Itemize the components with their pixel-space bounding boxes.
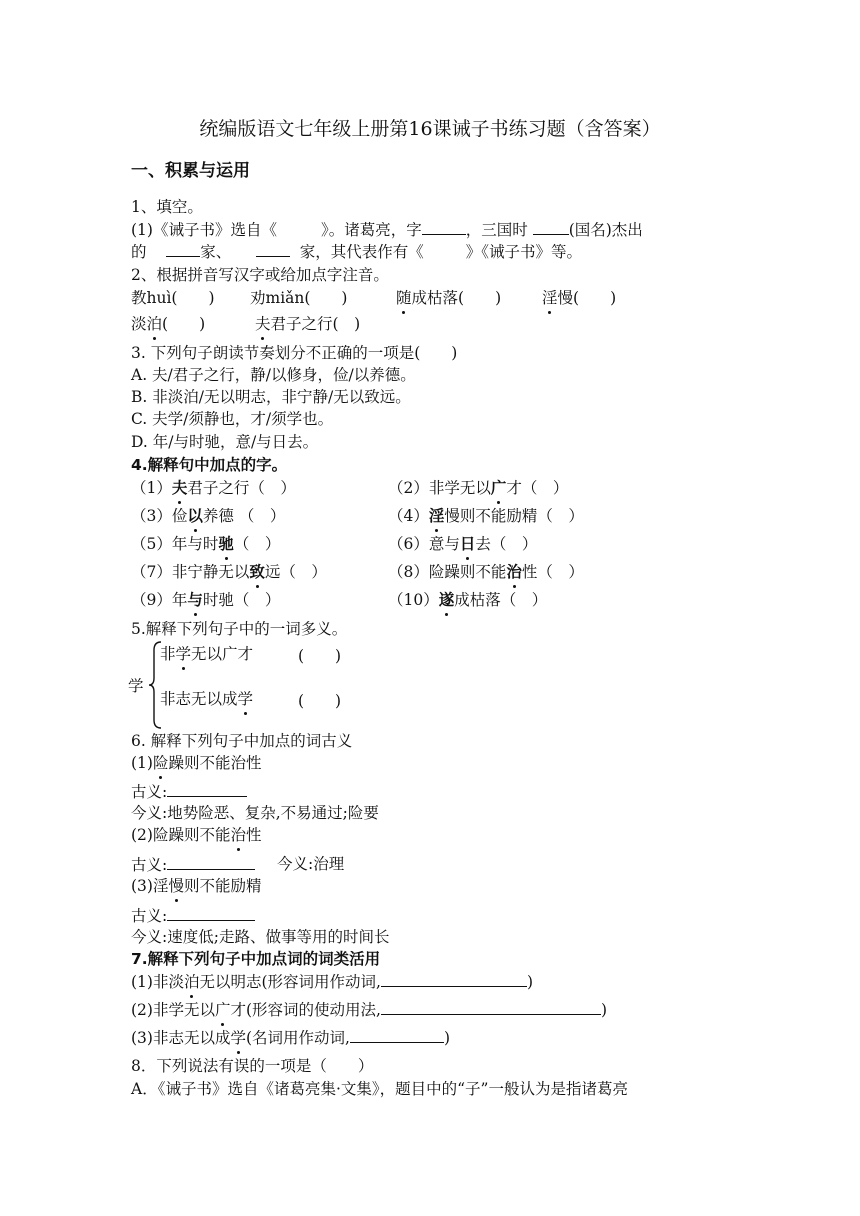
page-title: 统编版语文七年级上册第16课诫子书练习题（含答案） bbox=[199, 118, 661, 140]
question-1-title: 1、填空。 bbox=[131, 198, 203, 216]
polysemy-sentence-1: 非学无以广才 bbox=[160, 645, 254, 663]
q7-sentence-1: (1)非淡泊无以明志(形容词用作动词, ) bbox=[131, 970, 533, 993]
question-8-title: 8．下列说法有误的一项是（ ） bbox=[131, 1057, 374, 1075]
question-1-line-1: (1)《诫子书》选自《 》。诸葛亮，字 ，三国时 (国名)杰出 bbox=[131, 218, 643, 241]
q6-ancient-3: 古义: bbox=[131, 904, 255, 927]
question-2-title: 2、根据拼音写汉字或给加点字注音。 bbox=[131, 266, 389, 284]
q4-item: （3）俭以养德 （ ） bbox=[131, 507, 286, 525]
q6-sentence-3: (3)淫慢则不能励精 bbox=[131, 877, 262, 895]
q4-item: （2）非学无以广才（ ） bbox=[388, 479, 569, 497]
blank bbox=[166, 240, 200, 257]
q6-ancient-1: 古义: bbox=[131, 780, 247, 803]
blank bbox=[422, 218, 466, 235]
polysemy-sentence-2: 非志无以成学 bbox=[160, 690, 254, 708]
answer-blank[interactable] bbox=[167, 780, 247, 797]
q7-sentence-3: (3)非志无以成学(名词用作动词, ) bbox=[131, 1026, 450, 1049]
question-4-title: 4.解释句中加点的字。 bbox=[131, 456, 288, 474]
answer-blank[interactable] bbox=[381, 998, 601, 1015]
answer-blank[interactable] bbox=[350, 1026, 444, 1043]
option-d: D. 年/与时驰，意/与日去。 bbox=[131, 433, 319, 451]
answer-paren[interactable]: ( ) bbox=[298, 647, 342, 665]
question-6-title: 6. 解释下列句子中加点的词古义 bbox=[131, 732, 353, 750]
question-5-title: 5.解释下列句子中的一词多义。 bbox=[131, 620, 348, 638]
q6-sentence-2: (2)险躁则不能治性 bbox=[131, 826, 262, 844]
document-page: 统编版语文七年级上册第16课诫子书练习题（含答案） 一、积累与运用 1、填空。 (1)《诫子书》选自《 》。诸葛亮，字 ，三国时 (国名)杰出 的 家、 家，其代表作有《 》《诫子书》等。 2、根据拼音写汉字或给加点字注音。 教huì( ) 劝miǎn( ) 随成枯落( ) 淫慢( ) 淡泊( ) 夫君子之行( ) 3. 下列句子朗读节奏划分不正确的一项是( ) A. 夫/君子之行，静/以修身，俭/以养德。 B. 非淡泊/无以明志，非宁静/无以致远。 C. 夫学/须静也，才/须学也。 D. 年/与时驰，意/与日去。 4.解释句中加点的字。 （1）夫君子之行（ ） （2）非学无以广才（ ） （3）俭以养德 （ ） （4）淫慢则不能励精（ ） （5）年与时驰（ ） （6）意与日去（ ） （7）非宁静无以致远（ ） （8）险躁则不能治性（ ） （9）年与时驰（ ） （10）遂成枯落（ ） 5.解释下列句子中的一词多义。 学 非学无以广才 ( ) 非志无以成学 ( ) 6. 解释下列句子中加点的词古义 (1)险躁则不能治性 古义: 今义:地势险恶、复杂,不易通过;险要 (2)险躁则不能治性 古义: 今义:治理 (3)淫慢则不能励精 古义: 今义:速度低;走路、做事等用的时间长 7.解释下列句子中加点词的词类活用 (1)非淡泊无以明志(形容词用作动词, ) (2)非学无以广才(形容词的使动用法, ) (3)非志无以成学(名词用作动词, ) 8．下列说法有误的一项是（ ） A．《诫子书》选自《诸葛亮集·文集》，题目中的“子”一般认为是指诸葛亮 bbox=[0, 0, 860, 1216]
q6-sentence-1: (1)险躁则不能治性 bbox=[131, 754, 262, 772]
q4-item: （10）遂成枯落（ ） bbox=[388, 591, 548, 609]
q6-modern-2: 今义:治理 bbox=[277, 855, 345, 873]
section-heading: 一、积累与运用 bbox=[131, 161, 250, 181]
option-c: C. 夫学/须静也，才/须学也。 bbox=[131, 410, 334, 428]
question-2-line-2: 淡泊( ) bbox=[131, 315, 206, 333]
option-a: A．《诫子书》选自《诸葛亮集·文集》，题目中的“子”一般认为是指诸葛亮 bbox=[131, 1080, 628, 1098]
q7-sentence-2: (2)非学无以广才(形容词的使动用法, ) bbox=[131, 998, 607, 1021]
option-b: B. 非淡泊/无以明志，非宁静/无以致远。 bbox=[131, 388, 411, 406]
question-3-title: 3. 下列句子朗读节奏划分不正确的一项是( ) bbox=[131, 344, 458, 362]
answer-paren[interactable]: ( ) bbox=[298, 692, 342, 710]
blank bbox=[256, 240, 290, 257]
q6-ancient-2: 古义: bbox=[131, 853, 255, 876]
question-7-title: 7.解释下列句子中加点词的词类活用 bbox=[131, 950, 381, 968]
blank bbox=[533, 218, 569, 235]
question-1-line-2: 的 家、 家，其代表作有《 》《诫子书》等。 bbox=[131, 240, 582, 263]
brace-label: 学 bbox=[128, 677, 144, 695]
answer-blank[interactable] bbox=[167, 904, 255, 921]
answer-blank[interactable] bbox=[167, 853, 255, 870]
question-2-line-1: 教huì( ) bbox=[131, 289, 215, 307]
q6-modern-3: 今义:速度低;走路、做事等用的时间长 bbox=[131, 928, 390, 946]
q4-item: （8）险躁则不能治性（ ） bbox=[388, 563, 584, 581]
q4-item: （4）淫慢则不能励精（ ） bbox=[388, 507, 584, 525]
q6-modern-1: 今义:地势险恶、复杂,不易通过;险要 bbox=[131, 804, 379, 822]
option-a: A. 夫/君子之行，静/以修身，俭/以养德。 bbox=[131, 366, 416, 384]
q4-item: （9）年与时驰（ ） bbox=[131, 591, 281, 609]
answer-blank[interactable] bbox=[381, 970, 527, 987]
q4-item: （1）夫君子之行（ ） bbox=[131, 479, 296, 497]
q4-item: （5）年与时驰（ ） bbox=[131, 535, 281, 553]
q4-item: （7）非宁静无以致远（ ） bbox=[131, 563, 327, 581]
q4-item: （6）意与日去（ ） bbox=[388, 535, 538, 553]
